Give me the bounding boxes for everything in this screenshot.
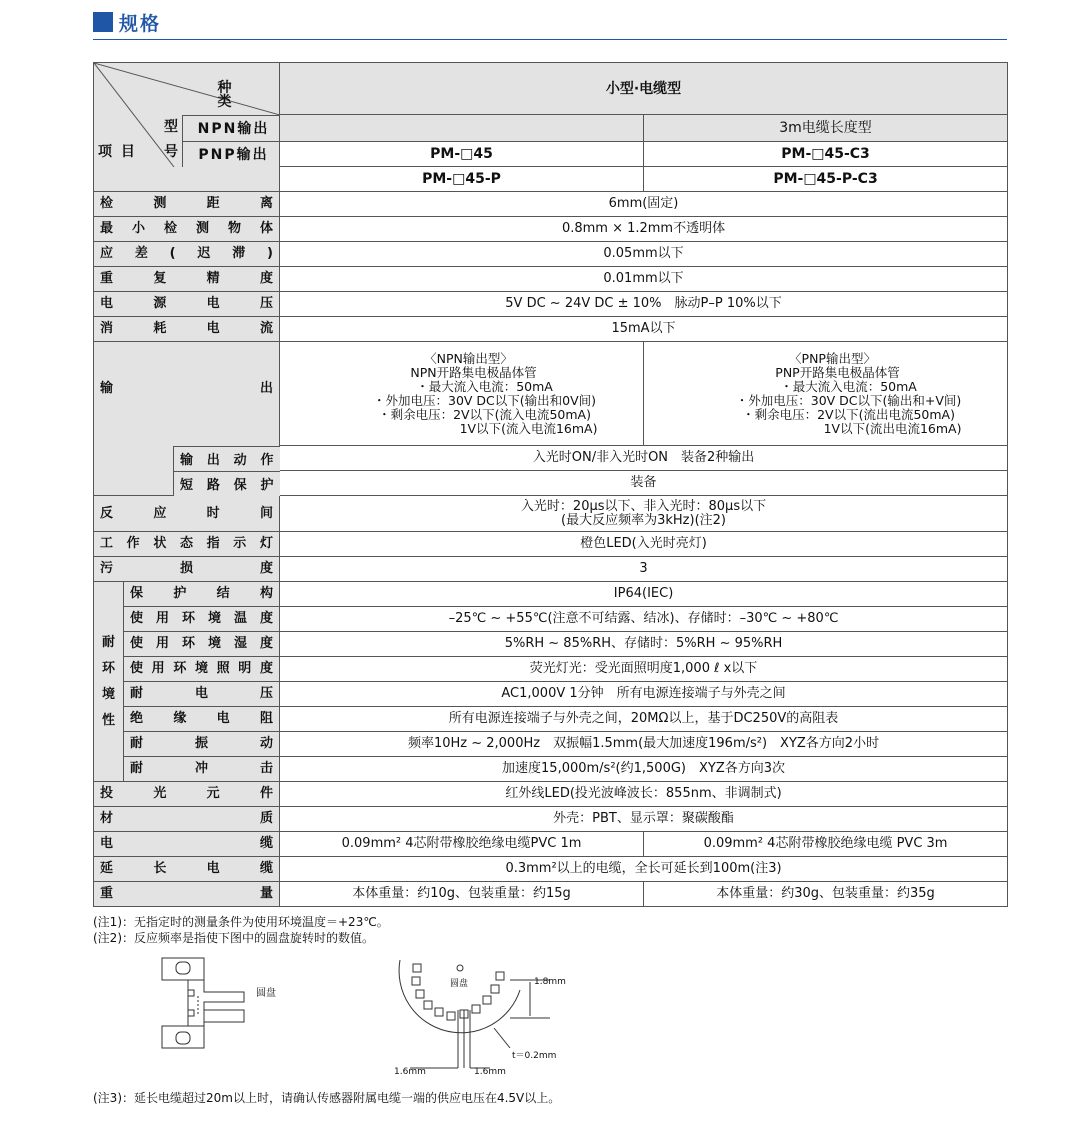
label-char: 缆 [259, 861, 273, 876]
label-char: 重 [100, 271, 114, 286]
model-npn-std: PM-□45 [280, 142, 644, 167]
label-char: 检 [100, 196, 114, 211]
label-char: 质 [260, 811, 274, 826]
label-char: 结 [216, 586, 230, 601]
row-value: 15mA以下 [280, 317, 1008, 342]
npn-line: ・剩余电压：2V以下(流入电流50mA) [378, 406, 591, 422]
npn-line: ・最大流入电流：50mA [416, 378, 553, 394]
label-char: 度 [259, 661, 273, 676]
label-char: 电 [195, 686, 209, 701]
row-value: 外壳：PBT、显示罩：聚碳酸酯 [280, 807, 1008, 832]
label-char: 度 [259, 271, 273, 286]
npn-line: ・外加电压：30V DC以下(输出和0V间) [372, 392, 597, 408]
dim-1-6mm-right: 1.6mm [474, 1067, 506, 1077]
label-char: 环 [182, 611, 196, 626]
env-char: 环 [101, 660, 115, 676]
pnp-line: ・剩余电压：2V以下(流出电流50mA) [742, 406, 955, 422]
label-vibration [130, 737, 273, 751]
label-char: 电 [206, 861, 220, 876]
label-char: 距 [206, 196, 220, 211]
row-value: 0.8mm × 1.2mm不透明体 [280, 217, 1008, 242]
label-char: 最 [100, 221, 114, 236]
label-char: 用 [156, 611, 170, 626]
label-char: 指 [206, 536, 220, 551]
type-sub: 3m电缆长度型 [644, 115, 1008, 142]
label-char: 度 [260, 561, 274, 576]
label-indicator [100, 537, 273, 551]
row-label [94, 217, 280, 242]
label-temp [130, 612, 273, 626]
label-char: 检 [164, 221, 178, 236]
label-char: 物 [228, 221, 242, 236]
label-min-obj [100, 222, 273, 236]
row-label [124, 657, 280, 682]
label-char: 投 [100, 786, 114, 801]
note-1: (注1)：无指定时的测量条件为使用环境温度＝+23℃。 [93, 915, 389, 929]
label-char: 迟 [197, 246, 211, 261]
row-label [94, 496, 280, 532]
label-char: 测 [153, 196, 167, 211]
env-char: 境 [101, 686, 115, 702]
label-char: 光 [153, 786, 167, 801]
row-label [94, 532, 280, 557]
row-label [94, 832, 280, 857]
label-char: 工 [100, 536, 114, 551]
label-char: 压 [260, 686, 274, 701]
type-empty [280, 115, 644, 142]
label-char: 缘 [173, 711, 187, 726]
row-label [94, 242, 280, 267]
label-char: 冲 [195, 761, 209, 776]
label-detect-dist [100, 197, 273, 211]
label-char: 动 [233, 453, 247, 468]
row-value: 5%RH ~ 85%RH、存储时：5%RH ~ 95%RH [280, 632, 1008, 657]
label-char: 保 [233, 478, 247, 493]
row-label [124, 732, 280, 757]
row-label [94, 807, 280, 832]
row-label [124, 707, 280, 732]
row-value: 0.09mm² 4芯附带橡胶绝缘电缆PVC 1m [280, 832, 644, 857]
label-cable [100, 837, 273, 851]
label-char: 电 [216, 711, 230, 726]
row-value: 荧光灯光：受光面照明度1,000 ℓ x以下 [280, 657, 1008, 682]
output-npn [280, 342, 644, 446]
note-3: (注3)：延长电缆超过20m以上时，请确认传感器附属电缆一端的供应电压在4.5V以上。 [93, 1091, 561, 1105]
dim-thickness: t＝0.2mm [512, 1051, 557, 1061]
row-value: AC1,000V 1分钟 所有电源连接端子与外壳之间 [280, 682, 1008, 707]
row-value: 3 [280, 557, 1008, 582]
label-char: 阻 [259, 711, 273, 726]
label-char: 耗 [153, 321, 167, 336]
label-char: 短 [180, 478, 194, 493]
title-rule [93, 39, 1007, 40]
row-label [124, 582, 280, 607]
row-value: 0.3mm²以上的电缆，全长可延长到100m(注3) [280, 857, 1008, 882]
model-pnp-c3: PM-□45-P-C3 [644, 167, 1008, 192]
row-value: 0.05mm以下 [280, 242, 1008, 267]
label-char: 护 [260, 478, 274, 493]
label-char: 度 [260, 611, 274, 626]
label-output [100, 382, 273, 396]
label-protection [130, 587, 273, 601]
label-char: 出 [260, 381, 274, 396]
row-value: 本体重量：约10g、包装重量：约15g [280, 882, 644, 907]
type-main: 小型·电缆型 [280, 63, 1008, 115]
npn-line: NPN开路集电极晶体管 [410, 364, 537, 380]
label-char: 灯 [259, 536, 273, 551]
label-char: 照 [216, 661, 230, 676]
row-value: 装备 [280, 471, 1008, 496]
label-char: 输 [180, 453, 194, 468]
label-char: 使 [130, 636, 144, 651]
section-title [93, 8, 161, 36]
label-char: 状 [153, 536, 167, 551]
label-insulation [130, 712, 273, 726]
note-2: (注2)：反应频率是指使下图中的圆盘旋转时的数值。 [93, 931, 375, 945]
sub-label-output-action [173, 446, 280, 471]
env-char: 耐 [101, 634, 115, 650]
label-char: ) [267, 246, 273, 261]
label-char: 动 [260, 736, 274, 751]
pnp-line: ・最大流入电流：50mA [780, 378, 917, 394]
label-char: 构 [259, 586, 273, 601]
label-char: 态 [179, 536, 193, 551]
row-value: –25℃ ~ +55℃(注意不可结露、结冰)、存储时：–30℃ ~ +80℃ [280, 607, 1008, 632]
disc-label-center: 圆盘 [450, 979, 469, 989]
response-line-1: 入光时：20μs以下、非入光时：80μs以下 [520, 498, 767, 514]
label-char: 振 [195, 736, 209, 751]
row-value: 加速度15,000m/s²(约1,500G) XYZ各方向3次 [280, 757, 1008, 782]
npn-line: 1V以下(流入电流16mA) [459, 420, 598, 436]
label-char: 温 [234, 611, 248, 626]
label-char: 差 [134, 246, 148, 261]
row-value [280, 496, 1008, 532]
row-label [94, 317, 280, 342]
label-voltage [130, 687, 273, 701]
row-value: IP64(IEC) [280, 582, 1008, 607]
label-char: 缆 [260, 836, 274, 851]
row-value: 本体重量：约30g、包装重量：约35g [644, 882, 1008, 907]
label-char: 量 [260, 886, 274, 901]
label-char: 电 [206, 321, 220, 336]
row-value: 入光时ON/非入光时ON 装备2种输出 [280, 446, 1008, 471]
pnp-line: 〈PNP输出型〉 [789, 350, 876, 366]
label-pollution [100, 562, 273, 576]
label-char: 电 [206, 296, 220, 311]
row-label [94, 782, 280, 807]
row-value: 0.09mm² 4芯附带橡胶绝缘电缆 PVC 3m [644, 832, 1008, 857]
label-char: 环 [173, 661, 187, 676]
label-char: 使 [130, 661, 144, 676]
label-char: 损 [180, 561, 194, 576]
row-label [124, 682, 280, 707]
title-marker [93, 12, 113, 32]
model-pnp-std: PM-□45-P [280, 167, 644, 192]
output-pnp [644, 342, 1008, 446]
row-value: 所有电源连接端子与外壳之间，20MΩ以上，基于DC250V的高阻表 [280, 707, 1008, 732]
corner-model-a: 型 [164, 119, 178, 135]
label-char: 长 [153, 861, 167, 876]
label-ext-cable [100, 862, 273, 876]
label-char: 离 [259, 196, 273, 211]
label-response [100, 507, 273, 521]
label-char: 耐 [130, 736, 144, 751]
label-char: 小 [132, 221, 146, 236]
label-char: 用 [156, 636, 170, 651]
corner-pnp: PNP输出 [182, 141, 280, 167]
label-shock [130, 762, 273, 776]
label-char: 湿 [234, 636, 248, 651]
disc-label-left: 圆盘 [256, 988, 276, 999]
label-char: 消 [100, 321, 114, 336]
label-char: 元 [206, 786, 220, 801]
env-char: 性 [101, 712, 115, 728]
corner-npn: NPN输出 [182, 115, 280, 141]
row-value: 5V DC ~ 24V DC ± 10% 脉动P–P 10%以下 [280, 292, 1008, 317]
row-value: 频率10Hz ~ 2,000Hz 双振幅1.5mm(最大加速度196m/s²) XYZ各方向2小时 [280, 732, 1008, 757]
pnp-line: PNP开路集电极晶体管 [775, 364, 900, 380]
pnp-line: ・外加电压：30V DC以下(输出和+V间) [735, 392, 962, 408]
label-illum [130, 662, 273, 676]
label-char: 明 [238, 661, 252, 676]
row-label [94, 557, 280, 582]
label-char: 测 [196, 221, 210, 236]
label-char: 污 [100, 561, 114, 576]
pnp-line: 1V以下(流出电流16mA) [823, 420, 962, 436]
sub-label-short-protect [173, 471, 280, 496]
env-group-chars [94, 630, 123, 734]
row-label [124, 757, 280, 782]
label-char: 路 [206, 478, 220, 493]
label-char: 压 [259, 296, 273, 311]
label-current [100, 322, 273, 336]
label-weight [100, 887, 273, 901]
label-char: 击 [260, 761, 274, 776]
label-char: 应 [100, 246, 114, 261]
label-char: 用 [151, 661, 165, 676]
corner-item: 项 目 [98, 144, 137, 160]
label-material [100, 812, 273, 826]
label-char: 使 [130, 611, 144, 626]
label-char: 精 [206, 271, 220, 286]
label-hysteresis [100, 247, 273, 261]
label-char: 滞 [232, 246, 246, 261]
label-char: 重 [100, 886, 114, 901]
sensor-drawing [162, 958, 244, 1048]
header-corner [94, 63, 280, 192]
label-char: 件 [259, 786, 273, 801]
label-char: 作 [126, 536, 140, 551]
label-char: 作 [260, 453, 274, 468]
label-char: 护 [173, 586, 187, 601]
label-emitter [100, 787, 273, 801]
npn-line: 〈NPN输出型〉 [424, 350, 513, 366]
row-value: 橙色LED(入光时亮灯) [280, 532, 1008, 557]
label-char: 延 [100, 861, 114, 876]
dim-1-6mm-left: 1.6mm [394, 1067, 426, 1077]
label-char: 环 [182, 636, 196, 651]
disc-diagram [150, 950, 610, 1080]
row-label [94, 292, 280, 317]
row-value: 6mm(固定) [280, 192, 1008, 217]
label-char: 境 [208, 636, 222, 651]
label-char: 电 [100, 836, 114, 851]
label-humidity [130, 637, 273, 651]
label-char: 度 [260, 636, 274, 651]
row-label [94, 857, 280, 882]
label-char: 复 [153, 271, 167, 286]
label-char: 流 [259, 321, 273, 336]
label-repeat [100, 272, 273, 286]
label-char: 保 [130, 586, 144, 601]
row-label [94, 192, 280, 217]
row-value: 0.01mm以下 [280, 267, 1008, 292]
label-char: 绝 [130, 711, 144, 726]
label-char: 时 [206, 505, 220, 521]
env-group-label [94, 582, 124, 782]
response-line-2: (最大反应频率为3kHz)(注2) [561, 512, 726, 528]
label-char: 源 [153, 296, 167, 311]
label-supply [100, 297, 273, 311]
label-char: 耐 [130, 761, 144, 776]
label-char: 反 [100, 505, 114, 521]
label-char: 材 [100, 811, 114, 826]
label-char: ( [169, 246, 176, 261]
row-label [94, 267, 280, 292]
label-char: 境 [208, 611, 222, 626]
label-char: 体 [260, 221, 274, 236]
label-char: 电 [100, 296, 114, 311]
label-char: 应 [153, 505, 167, 521]
label-char: 境 [194, 661, 208, 676]
label-char: 出 [206, 453, 220, 468]
row-value: 红外线LED(投光波峰波长：855nm、非调制式) [280, 782, 1008, 807]
row-label [94, 882, 280, 907]
corner-model-b: 号 [164, 144, 178, 160]
row-label [124, 632, 280, 657]
label-char: 间 [259, 505, 273, 521]
corner-kind: 种 类 [217, 80, 252, 110]
model-npn-c3: PM-□45-C3 [644, 142, 1008, 167]
row-label [124, 607, 280, 632]
dim-1-8mm: 1.8mm [534, 977, 566, 987]
page-title: 规格 [119, 12, 162, 35]
label-char: 耐 [130, 686, 144, 701]
label-char: 输 [100, 381, 114, 396]
label-char: 示 [233, 536, 247, 551]
